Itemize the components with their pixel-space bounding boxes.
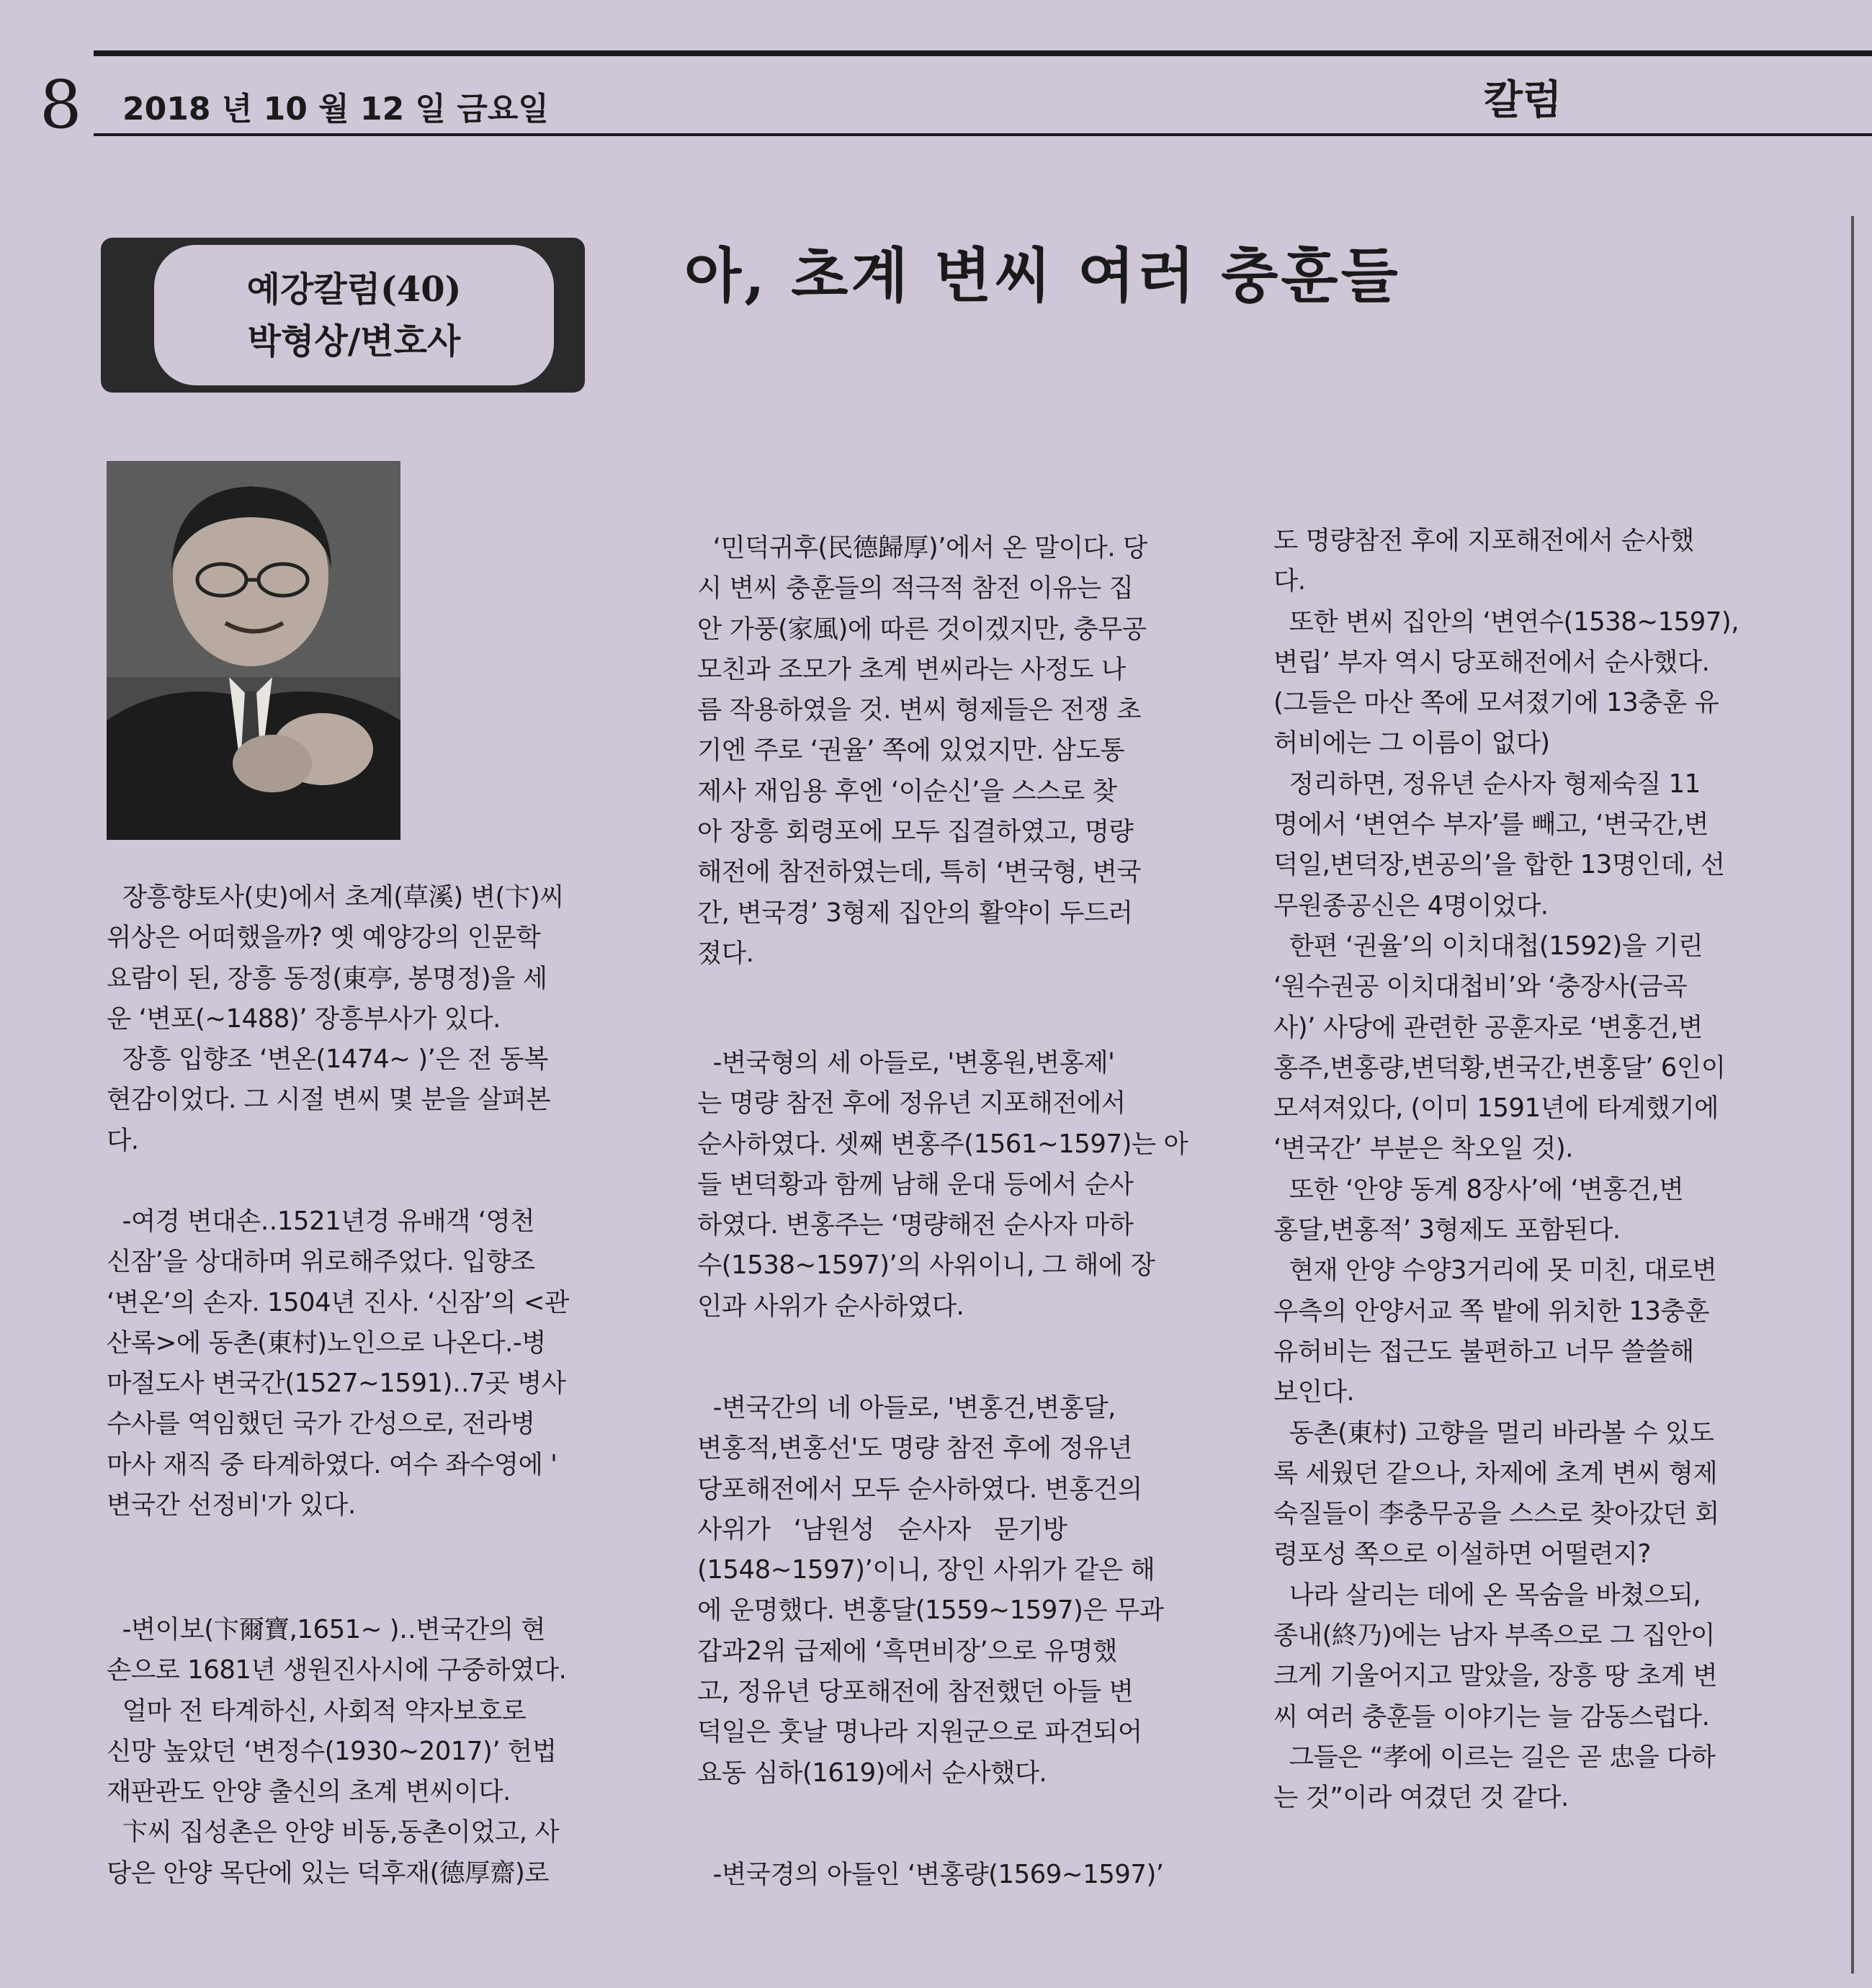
byline-box [101, 238, 585, 393]
article-column-2-part-4: -변국경의 아들인 ‘변홍량(1569~1597)’ [697, 1860, 1164, 1889]
section-name: 칼럼 [1484, 77, 1562, 124]
article-column-2-part-3: -변국간의 네 아들로, '변홍건,변홍달, 변홍적,변홍선'도 명량 참전 후에 정유년 당포해전에서 모두 순사하였다. 변홍건의 사위가 ‘남원성 순사자 문기방 (1548~1597)’이니, 장인 사위가 같은 해 에 운명했다. 변홍달(1559~1597)은 무과 갑과2위 급제에 ‘흑면비장’으로 유명했 고, 정유년 당포해전에 참전했던 아들 변 덕일은 훗날 명나라 지원군으로 파견되어 요동 심하(1619)에서 순사했다. [697, 1393, 1164, 1788]
byline-inner [154, 245, 554, 385]
article-column-1-part-3: -변이보(卞爾寶,1651~ )‥변국간의 현 손으로 1681년 생원진사시에 구중하였다. 얼마 전 타계하신, 사회적 약자보호로 신망 높았던 ‘변정수(1930~2017)’ 헌법 재판관도 안양 출신의 초계 변씨이다. 卞씨 집성촌은 안양 비동,동촌이었고, 사 당은 안양 목단에 있는 덕후재(德厚齋)로 [107, 1615, 567, 1888]
page-number: 8 [40, 66, 82, 143]
article-column-2: ‘민덕귀후(民德歸厚)’에서 온 말이다. 당 시 변씨 충훈들의 적극적 참전 이유는 집 안 가풍(家風)에 따른 것이겠지만, 충무공 모친과 조모가 초계 변씨라는 사정도 나 름 작용하였을 것. 변씨 형제들은 전쟁 초 기엔 주로 ‘권율’ 쪽에 있었지만. 삼도통 제사 재임용 후엔 ‘이순신’을 스스로 찾 아 장흥 회령포에 모두 집결하였고, 명량 해전에 참전하였는데, 특히 ‘변국형, 변국 간, 변국경’ 3형제 집안의 활약이 두드러 졌다. [697, 533, 1147, 968]
headline: 아, 초계 변씨 여러 충훈들 [684, 241, 1401, 310]
issue-date: 2018 년 10 월 12 일 금요일 [122, 91, 549, 127]
header-top-rule [94, 50, 1872, 56]
article-column-1-part-2: -여경 변대손‥1521년경 유배객 ‘영천 신잠’을 상대하며 위로해주었다. 입향조 ‘변온’의 손자. 1504년 진사. ‘신잠’의 <관 산록>에 동촌(東村)노인으로 나온다.-병 마절도사 변국간(1527~1591)‥7곳 병사 수사를 역임했던 국가 간성으로, 전라병 마사 재직 중 타계하였다. 여수 좌수영에 ' 변국간 선정비'가 있다. [107, 1206, 569, 1521]
author-photo [107, 461, 400, 840]
author-name: 박형상/변호사 [247, 321, 461, 362]
column-series: 예강칼럼(40) [246, 269, 462, 310]
article-column-1: 장흥향토사(史)에서 초계(草溪) 변(卞)씨 위상은 어떠했을까? 옛 예양강의 인문학 요람이 된, 장흥 동정(東亭, 봉명정)을 세 운 ‘변포(~1488)’ 장흥부사가 있다. 장흥 입향조 ‘변온(1474~ )’은 전 동복 현감이었다. 그 시절 변씨 몇 분을 살펴본 다. [107, 882, 564, 1155]
article-column-3: 도 명량참전 후에 지포해전에서 순사했 다. 또한 변씨 집안의 ‘변연수(1538~1597), 변립’ 부자 역시 당포해전에서 순사했다. (그들은 마산 쪽에 모셔졌기에 13충훈 유 허비에는 그 이름이 없다) 정리하면, 정유년 순사자 형제숙질 11 명에서 ‘변연수 부자’를 빼고, ‘변국간,변 덕일,변덕장,변공의’을 합한 13명인데, 선 무원종공신은 4명이었다. 한편 ‘권율’의 이치대첩(1592)을 기린 ‘원수권공 이치대첩비’와 ‘충장사(금곡 사)’ 사당에 관련한 공훈자로 ‘변홍건,변 홍주,변홍량,변덕황,변국간,변홍달’ 6인이 모셔져있다, (이미 1591년에 타계했기에 ‘변국간’ 부분은 착오일 것). 또한 ‘안양 동계 8장사’에 ‘변홍건,변 홍달,변홍적’ 3형제도 포함된다. 현재 안양 수양3거리에 못 미친, 대로변 우측의 안양서교 쪽 밭에 위치한 13충훈 유허비는 접근도 불편하고 너무 쓸쓸해 보인다. 동촌(東村) 고향을 멀리 바라볼 수 있도 록 세웠던 같으나, 차제에 초계 변씨 형제 숙질들이 李충무공을 스스로 찾아갔던 회 령포성 쪽으로 이설하면 어떨련지? 나라 살리는 데에 온 목숨을 바쳤으되, 종내(終乃)에는 남자 부족으로 그 집안이 크게 기울어지고 말았을, 장흥 땅 초계 변 씨 여러 충훈들 이야기는 늘 감동스럽다. 그들은 “孝에 이르는 길은 곧 忠을 다하 는 것”이라 여겼던 것 같다. [1273, 526, 1739, 1813]
article-column-2-part-2: -변국형의 세 아들로, '변홍원,변홍제' 는 명량 참전 후에 정유년 지포해전에서 순사하였다. 셋째 변홍주(1561~1597)는 아 들 변덕황과 함께 남해 운대 등에서 순사 하였다. 변홍주는 ‘명량해전 순사자 마하 수(1538~1597)’의 사위이니, 그 해에 장 인과 사위가 순사하였다. [697, 1048, 1188, 1321]
column-divider [1851, 216, 1854, 1974]
header-bottom-rule [94, 133, 1872, 136]
